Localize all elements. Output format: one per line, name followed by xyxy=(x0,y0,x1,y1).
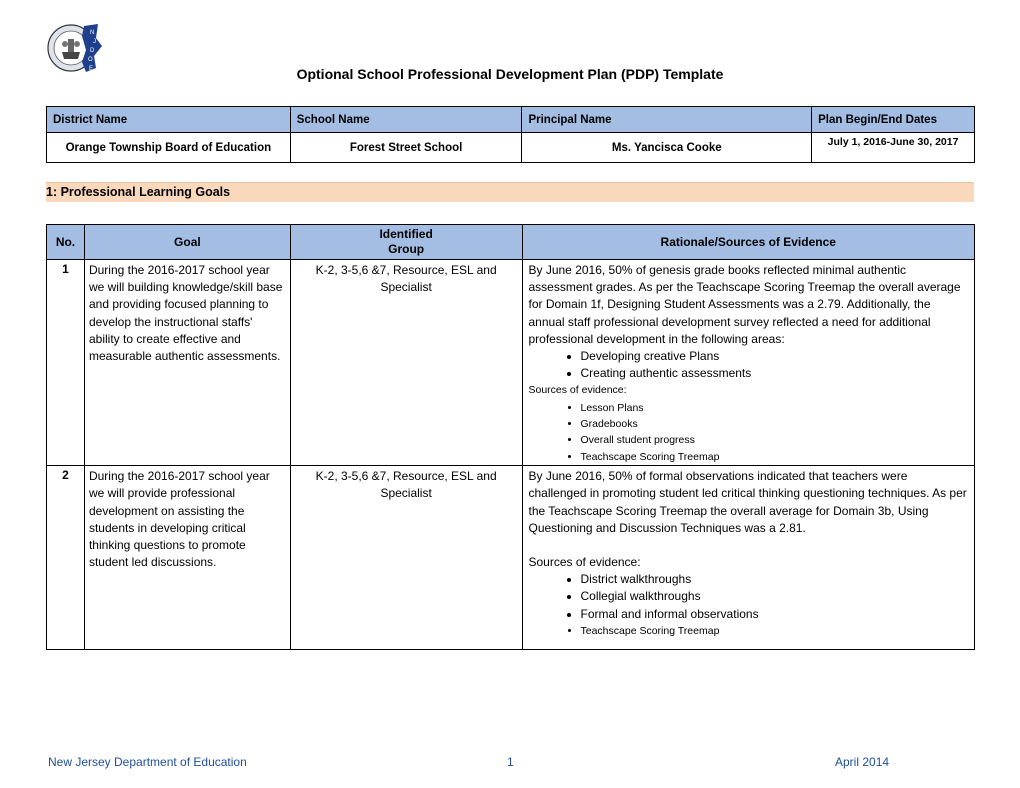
identified-group: K-2, 3-5,6 &7, Resource, ESL and Specialist xyxy=(290,260,522,466)
header-group-line2: Group xyxy=(388,242,425,256)
goal-text: During the 2016-2017 school year we will provide professional development on assisting the students in developing critical thinking questions to promote student led discussions. xyxy=(84,466,290,650)
rationale-cell xyxy=(522,260,975,466)
list-item: • Developing creative Plans xyxy=(581,348,969,365)
header-principal: Principal Name xyxy=(522,107,812,133)
seal-letter: D xyxy=(90,48,95,54)
footer-left: New Jersey Department of Education xyxy=(48,755,247,769)
identified-group: K-2, 3-5,6 &7, Resource, ESL and Specialist xyxy=(290,466,522,650)
principal-name-value: Ms. Yancisca Cooke xyxy=(522,133,812,163)
goal-number: 1 xyxy=(47,260,85,466)
list-item: • Teachscape Scoring Treemap xyxy=(581,623,969,639)
goal-row xyxy=(47,466,975,650)
school-name-value: Forest Street School xyxy=(290,133,522,163)
goal-row xyxy=(47,260,975,466)
rationale-text: By June 2016, 50% of genesis grade books reflected minimal authentic assessment grades. As per the Teachscape Scoring Treemap the overall average for Domain 1f, Designing Student Assessments was a 2.79. Additionally, the annual staff professional development survey reflected a need for additional professional development in the following areas: xyxy=(528,263,961,346)
info-header-row xyxy=(47,107,975,133)
header-group xyxy=(290,225,522,260)
list-item: • Lesson Plans xyxy=(581,400,969,416)
list-item: • Formal and informal observations xyxy=(581,606,969,623)
goal-text: During the 2016-2017 school year we will building knowledge/skill base and providing focused planning to develop the instructional staffs' ability to create effective and measurable authentic assessments. xyxy=(84,260,290,466)
header-school: School Name xyxy=(290,107,522,133)
info-value-row xyxy=(47,133,975,163)
plan-info-table xyxy=(46,106,975,163)
district-name-value: Orange Township Board of Education xyxy=(47,133,291,163)
list-item: • Teachscape Scoring Treemap xyxy=(581,449,969,465)
goals-table xyxy=(46,224,975,650)
header-group-line1: Identified xyxy=(379,227,433,241)
sources-label: Sources of evidence: xyxy=(528,555,641,570)
areas-list xyxy=(529,348,969,382)
header-goal: Goal xyxy=(84,225,290,260)
goal-number: 2 xyxy=(47,466,85,650)
seal-letter: N xyxy=(90,30,95,36)
page-title: Optional School Professional Development Plan (PDP) Template xyxy=(296,66,724,82)
plan-dates-value: July 1, 2016-June 30, 2017 xyxy=(812,133,975,163)
sources-list xyxy=(529,400,969,466)
goals-header-row xyxy=(47,225,975,260)
rationale-text: By June 2016, 50% of formal observations indicated that teachers were challenged in promoting student led critical thinking questioning techniques. As per the Teachscape Scoring Treemap the overall average for Domain 3b, Using Questioning and Discussion Techniques was a 2.81. xyxy=(528,469,967,535)
list-item: • Creating authentic assessments xyxy=(581,365,969,382)
seal-letter: O xyxy=(88,57,93,63)
header-no: No. xyxy=(47,225,85,260)
footer-page-number: 1 xyxy=(507,755,514,769)
list-item: • Gradebooks xyxy=(581,416,969,432)
list-item: • District walkthroughs xyxy=(581,571,969,588)
list-item: • Overall student progress xyxy=(581,432,969,448)
list-item: • Collegial walkthroughs xyxy=(581,588,969,605)
header-dates: Plan Begin/End Dates xyxy=(812,107,975,133)
rationale-cell xyxy=(522,466,975,650)
header-district: District Name xyxy=(47,107,291,133)
section-heading: 1: Professional Learning Goals xyxy=(46,182,974,202)
seal-letter: E xyxy=(89,66,94,72)
sources-label: Sources of evidence: xyxy=(528,384,627,397)
sources-list xyxy=(529,571,969,639)
seal-letter: J xyxy=(93,39,96,45)
footer-right: April 2014 xyxy=(835,755,890,769)
header-rationale: Rationale/Sources of Evidence xyxy=(522,225,975,260)
